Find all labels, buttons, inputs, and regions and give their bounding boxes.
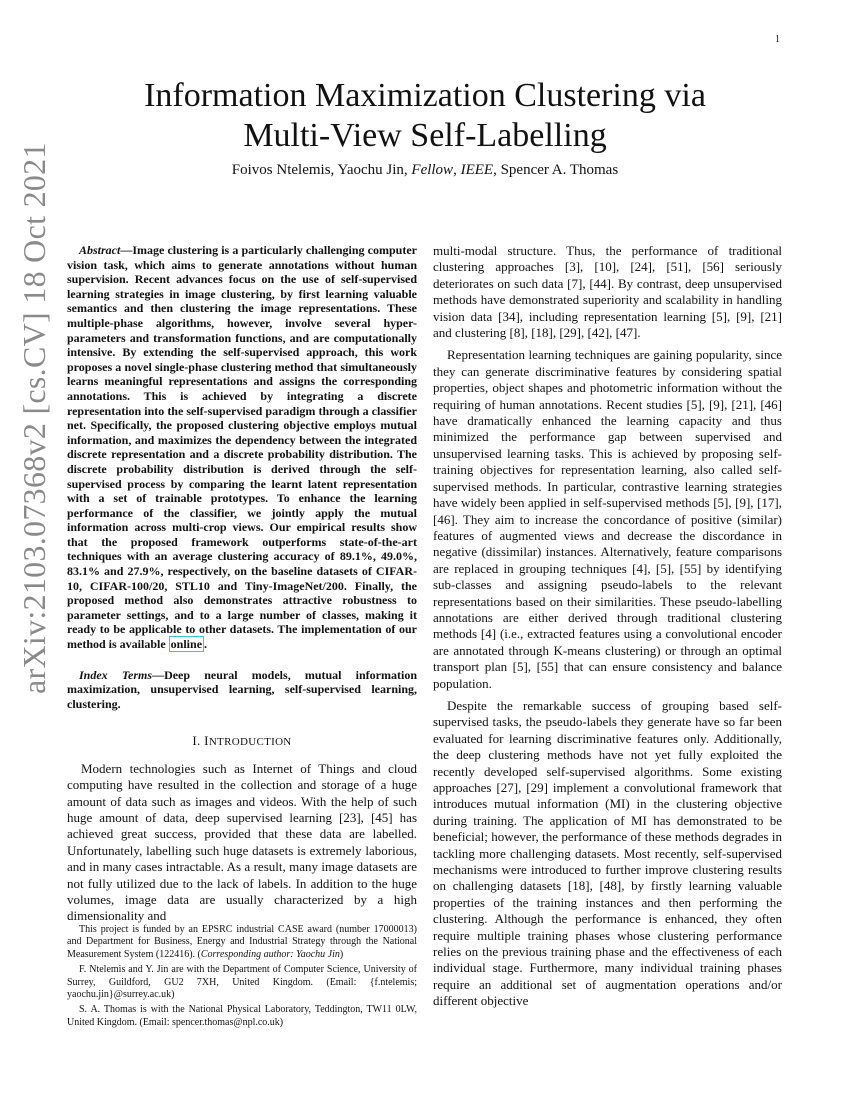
section-number: I. [192,733,201,749]
index-terms-label: Index Terms [79,667,153,682]
abstract-end: . [204,637,208,652]
footnote-affiliation-surrey: F. Ntelemis and Y. Jin are with the Department of Computer Science, University of Surrey, Guildford, GU2 7XH, United Kingdom. (Email: {f.ntelemis; yaochu.jin}@surrey.ac.uk) [67,964,417,1001]
abstract-label: Abstract [79,243,121,257]
intro-paragraph-4: Despite the remarkable success of grouping based self-supervised tasks, the pseudo-labels they generate have so far been evaluated for learning discriminative features only. Additionally, the deep clustering methods have not yet fully exploited the recently developed self-supervised algorithms. Some existing approaches [27], [29] implement a convolutional framework that introduces mutual information (MI) in the clustering objective during training. The application of MI has demonstrated to be beneficial; however, the performance of these methods degrades in tackling more challenging datasets. Most recently, self-supervised mechanisms were introduced to further improve clustering results on challenging datasets [18], [48], by firstly learning valuable properties of the training instances and then performing the clustering. Although the performance is enhanced, they often require multiple training phases whose clustering performance relies on the previous training phase and the effectiveness of each individual stage. Furthermore, many individual training phases require an additional set of augmentation operations and/or different objective [433,697,782,1009]
section-title-cap: I [204,733,209,749]
page-number: 1 [775,34,780,45]
title-line-2: Multi-View Self-Labelling [243,117,607,154]
section-title-rest: NTRODUCTION [208,736,292,749]
arxiv-identifier-watermark[interactable]: arXiv:2103.07368v2 [cs.CV] 18 Oct 2021 [16,142,52,694]
online-link[interactable]: online [170,637,203,652]
author-ieee: IEEE [460,162,494,178]
author-names: Foivos Ntelemis, Yaochu Jin, [231,162,408,178]
footnote-funding [67,924,417,961]
abstract [67,243,417,652]
footnotes [67,924,417,1032]
index-terms [67,668,417,712]
title-line-1: Information Maximization Clustering via [144,77,706,114]
intro-paragraph-3: Representation learning techniques are gaining popularity, since they can generate discriminative features by considering spatial properties, object shapes and photometric information without the requiring of human annotations. Recent studies [5], [9], [21], [46] have dramatically enhanced the learning capacity and thus minimized the performance gap between supervised and unsupervised learning tasks. This is achieved by proposing self-training objectives for representation learning, also called self-supervised methods. In particular, contrastive learning strategies have widely been applied in self-supervised methods [5], [9], [17], [46]. They aim to increase the concordance of positive (similar) features of augmented views and decrease the discordance in negative (dissimilar) instances. Alternatively, feature comparisons are replaced in grouping techniques [4], [5], [55] by identifying sub-classes and assigning pseudo-labels to the relevant representations based on their similarities. These pseudo-labelling annotations are either derived through traditional clustering methods [4] (i.e., extracted features using a convolutional encoder are annotated through K-means clustering) or through an optimal transport plan [5], [55] that can ensure consistency and balance population. [433,347,782,691]
paper-title [0,76,850,156]
left-column [67,243,417,925]
intro-paragraph-2: multi-modal structure. Thus, the performance of traditional clustering approaches [3], [10], [24], [51], [56] seriously deteriorates on such data [7], [44]. By contrast, deep unsupervised methods have demonstrated superiority and scalability in handling vision data [34], including representation learning [5], [9], [21] and clustering [8], [18], [29], [42], [47]. [433,243,782,341]
footnote-funding-text: This project is funded by an EPSRC industrial CASE award (number 17000013) and Department for Business, Energy and Industrial Strategy through the National Measurement System (122416). ( [67,924,417,960]
author-line: Foivos Ntelemis, Yaochu Jin, Fellow, IEEE, Spencer A. Thomas [231,162,619,178]
intro-paragraph-1: Modern technologies such as Internet of Things and cloud computing have resulted in the collection and storage of a huge amount of data such as images and videos. With the help of such huge amount of data, deep supervised learning [23], [45] has achieved great success, provided that these data are labelled. Unfortunately, labelling such huge datasets is extremely laborious, and in many cases intractable. As a result, many image datasets are not fully utilized due to the lack of labels. In addition to the huge volumes, image data are usually characterized by a high dimensionality and [67,760,417,924]
author-fellow: Fellow [411,162,454,178]
right-column [433,243,782,1010]
index-terms-text: —Deep neural models, mutual information maximization, unsupervised learning, self-supervised learning, clustering. [67,667,417,711]
footnote-affiliation-npl: S. A. Thomas is with the National Physical Laboratory, Teddington, TW11 0LW, United Kingdom. (Email: spencer.thomas@npl.co.uk) [67,1004,417,1028]
footnote-corresponding-author: Corresponding author: Yaochu Jin [200,948,340,960]
section-heading-introduction [67,733,417,750]
footnote-funding-end: ) [339,948,344,960]
author-last: Spencer A. Thomas [500,162,619,178]
abstract-text: —Image clustering is a particularly challenging computer vision task, which aims to generate annotations without human supervision. Recent advances focus on the use of self-supervised learning strategies in image clustering, by first learning valuable semantics and then clustering the image representations. These multiple-phase algorithms, however, involve several hyper-parameters and transformation functions, and are computationally intensive. By extending the self-supervised approach, this work proposes a novel single-phase clustering method that simultaneously learns meaningful representations and assigns the corresponding annotations. This is achieved by integrating a discrete representation into the self-supervised paradigm through a classifier net. Specifically, the proposed clustering objective employs mutual information, and maximizes the dependency between the integrated discrete representation and a discrete probability distribution. The discrete probability distribution is derived through the self-supervised process by comparing the learnt latent representation with a set of trainable prototypes. To enhance the learning performance of the classifier, we jointly apply the mutual information across multi-crop views. Our empirical results show that the proposed framework outperforms state-of-the-art techniques with an average clustering accuracy of 89.1%, 49.0%, 83.1% and 27.9%, respectively, on the baseline datasets of CIFAR-10, CIFAR-100/20, STL10 and Tiny-ImageNet/200. Finally, the proposed method also demonstrates attractive robustness to parameter settings, and to a large number of classes, making it ready to be applicable to other datasets. The implementation of our method is available [67,243,417,652]
